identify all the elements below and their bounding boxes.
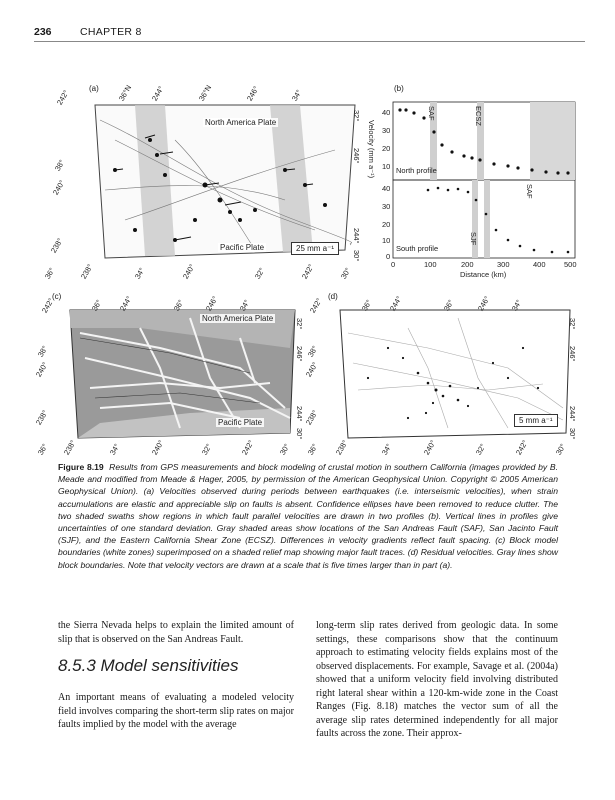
panel-a-bottom-tick: 240° [181,262,197,281]
panel-b-xlabel: Distance (km) [460,270,507,279]
panel-d-left-tick: 240° [304,360,320,379]
panel-b-label: (b) [394,84,404,93]
panel-b-zone-label: SAF [427,106,436,121]
panel-d-map [308,288,583,456]
panel-b-xtick: 0 [391,260,396,269]
panel-c-bottom-tick: 32° [200,442,214,457]
panel-c-right-tick: 32° [295,318,304,330]
figure-panel-c [34,288,310,457]
figure-panel-d [304,288,583,457]
panel-d-top-tick: 244° [388,294,404,313]
chapter-title: CHAPTER 8 [80,26,142,38]
paragraph: An important means of evaluating a modeled velocity field involves comparing the short-term slip rates on major faults implied by the model with the average [58,692,294,730]
panel-a-top-tick: 242° [55,88,71,107]
panel-c-bottom-tick: 34° [108,442,122,457]
panel-a-top-tick: 36°N [197,83,214,103]
left-column-bottom [58,691,294,732]
panel-b-ytick: 10 [382,162,391,171]
panel-b-xtick: 100 [424,260,437,269]
panel-a-right-tick: 32° [352,110,361,122]
paragraph: long-term slip rates derived from geologic data. In some settings, these comparisons show that the continuum approach to estimating velocity fields explains most of the observed displacements. For example, Savage et al. (2004a) showed that a uniform velocity field involving distributed right lateral shear within a 120-km-wide zone in the Coast Ranges (Fig. 8.18) matches the vector sum of all the average slip rates determined independently for all major faults across the zone. Their approx- [316,620,558,739]
panel-b-ytick: 20 [382,220,391,229]
panel-d-bottom-tick: 34° [380,442,394,457]
panel-a-bottom-tick: 32° [253,266,267,281]
panel-b-ytick: 10 [382,236,391,245]
panel-b-xtick: 300 [497,260,510,269]
panel-d-bottom-tick: 238° [334,438,350,457]
panel-a-bottom-tick: 36° [43,266,57,281]
panel-c-top-tick: 36° [172,298,186,313]
panel-a-bottom-tick: 238° [79,262,95,281]
panel-d-top-tick: 242° [308,296,324,315]
panel-c-top-tick: 36° [90,298,104,313]
panel-d-top-tick: 36° [442,298,456,313]
paragraph: the Sierra Nevada helps to explain the limited amount of slip that is observed on the San Andreas Fault. [58,620,294,645]
panel-c-top-tick: 246° [204,294,220,313]
header-rule [34,41,585,42]
panel-d-bottom-tick: 242° [514,438,530,457]
panel-d-label: (d) [328,292,338,301]
panel-a-top-tick: 246° [245,84,261,103]
figure-caption [58,461,558,571]
page-number: 236 [34,26,52,38]
panel-a-right-tick: 244° [352,228,361,244]
panel-a-north-plate: North America Plate [205,118,277,127]
panel-c-pacific-plate: Pacific Plate [218,418,263,427]
panel-b-ytick: 30 [382,202,391,211]
panel-d-right-tick: 244° [568,406,577,422]
figure-panel-a [43,80,367,281]
section-heading: 8.5.3 Model sensitivities [58,656,239,675]
panel-c-left-tick: 238° [34,408,50,427]
panel-d-right-tick: 32° [568,318,577,330]
panel-b-ytick: 30 [382,126,391,135]
panel-a-label: (a) [89,84,99,93]
panel-d-right-tick: 30° [568,428,577,440]
panel-c-top-tick: 34° [238,298,252,313]
panel-c-bottom-tick: 30° [278,442,292,457]
figure-label: Figure 8.19 [58,462,104,472]
panel-b-xtick: 200 [461,260,474,269]
panel-b-north-profile-label: North profile [396,166,437,175]
panel-a-right-tick: 30° [352,250,361,262]
figure-panel-b [368,80,583,280]
panel-a-bottom-tick: 30° [339,266,353,281]
panel-c-top-tick: 242° [40,296,56,315]
panel-a-top-tick: 34° [290,88,304,103]
panel-d-top-tick: 36° [360,298,374,313]
panel-d-left-tick: 38° [306,344,320,359]
panel-b-south-profile-label: South profile [396,244,439,253]
panel-a-pacific-plate: Pacific Plate [220,243,265,252]
panel-c-bottom-tick: 238° [62,438,78,457]
panel-b-zone-label: ECSZ [474,106,483,127]
panel-d-bottom-tick: 36° [306,442,320,457]
panel-c-bottom-tick: 240° [150,438,166,457]
panel-b-ytick: 40 [382,184,391,193]
panel-c-left-tick: 38° [36,344,50,359]
panel-b-zone-label: SJF [469,232,478,246]
panel-b-zone-label: SAF [525,184,534,199]
caption-text: Results from GPS measurements and block modeling of crustal motion in southern California (images provided by B. Meade and modified from Meade & Hager, 2005, by permission of the American Geophysical Union. Copyright © 2005 American Geophysical Union). (a) Velocities observed during periods between earthquakes (i.e. interseismic velocities), when strain accumulations are elastic and appreciable slip on faults is absent. Confidence ellipses have been removed to reduce clutter. The two shaded swaths show regions in which fault parallel velocities are drawn in two profiles (b). Vertical lines in profiles give uncertainties of one standard deviation. Gray shaded areas show locations of the San Andreas Fault (SAF), San Jacinto Fault (SJF), and the Eastern California Shear Zone (ECSZ). Differences in velocity gradients reflect fault spacing. (c) Block model boundaries (white zones) superimposed on a shaded relief map showing major fault traces. (d) Residual velocities. Gray lines show block boundaries. Note that velocity vectors are drawn at a scale that is five times larger than in part (a). [58,462,558,570]
panel-a-top-tick: 36°N [117,83,134,103]
panel-b-ylabel: Velocity (mm a⁻¹) [367,120,376,179]
panel-a-bottom-tick: 34° [133,266,147,281]
panel-d-left-tick: 238° [304,408,320,427]
panel-a-right-tick: 246° [352,148,361,164]
panel-b-xtick: 500 [564,260,577,269]
panel-a-left-tick: 240° [51,178,67,197]
panel-b-xtick: 400 [533,260,546,269]
panel-c-right-tick: 244° [295,406,304,422]
panel-c-right-tick: 246° [295,346,304,362]
panel-d-scale-bar: 5 mm a⁻¹ [514,414,558,427]
running-header [0,26,615,44]
panel-d-bottom-tick: 30° [554,442,568,457]
panel-c-right-tick: 30° [295,428,304,440]
panel-d-right-tick: 246° [568,346,577,362]
panel-a-top-tick: 244° [150,84,166,103]
panel-c-north-plate: North America Plate [202,314,274,323]
panel-d-bottom-tick: 32° [474,442,488,457]
right-column [316,619,558,741]
panel-b-ytick: 0 [386,252,391,261]
panel-b-ytick: 40 [382,108,391,117]
panel-d-top-tick: 246° [476,294,492,313]
panel-c-left-tick: 240° [34,360,50,379]
panel-c-bottom-tick: 36° [36,442,50,457]
panel-a-left-tick: 238° [49,236,65,255]
panel-c-top-tick: 244° [118,294,134,313]
panel-d-top-tick: 34° [510,298,524,313]
panel-a-scale-bar: 25 mm a⁻¹ [291,242,339,255]
panel-c-bottom-tick: 242° [240,438,256,457]
panel-b-ytick: 20 [382,144,391,153]
left-column-top [58,619,294,646]
panel-a-left-tick: 38° [53,158,67,173]
panel-c-label: (c) [52,292,62,301]
panel-a-bottom-tick: 242° [300,262,316,281]
panel-d-bottom-tick: 240° [422,438,438,457]
